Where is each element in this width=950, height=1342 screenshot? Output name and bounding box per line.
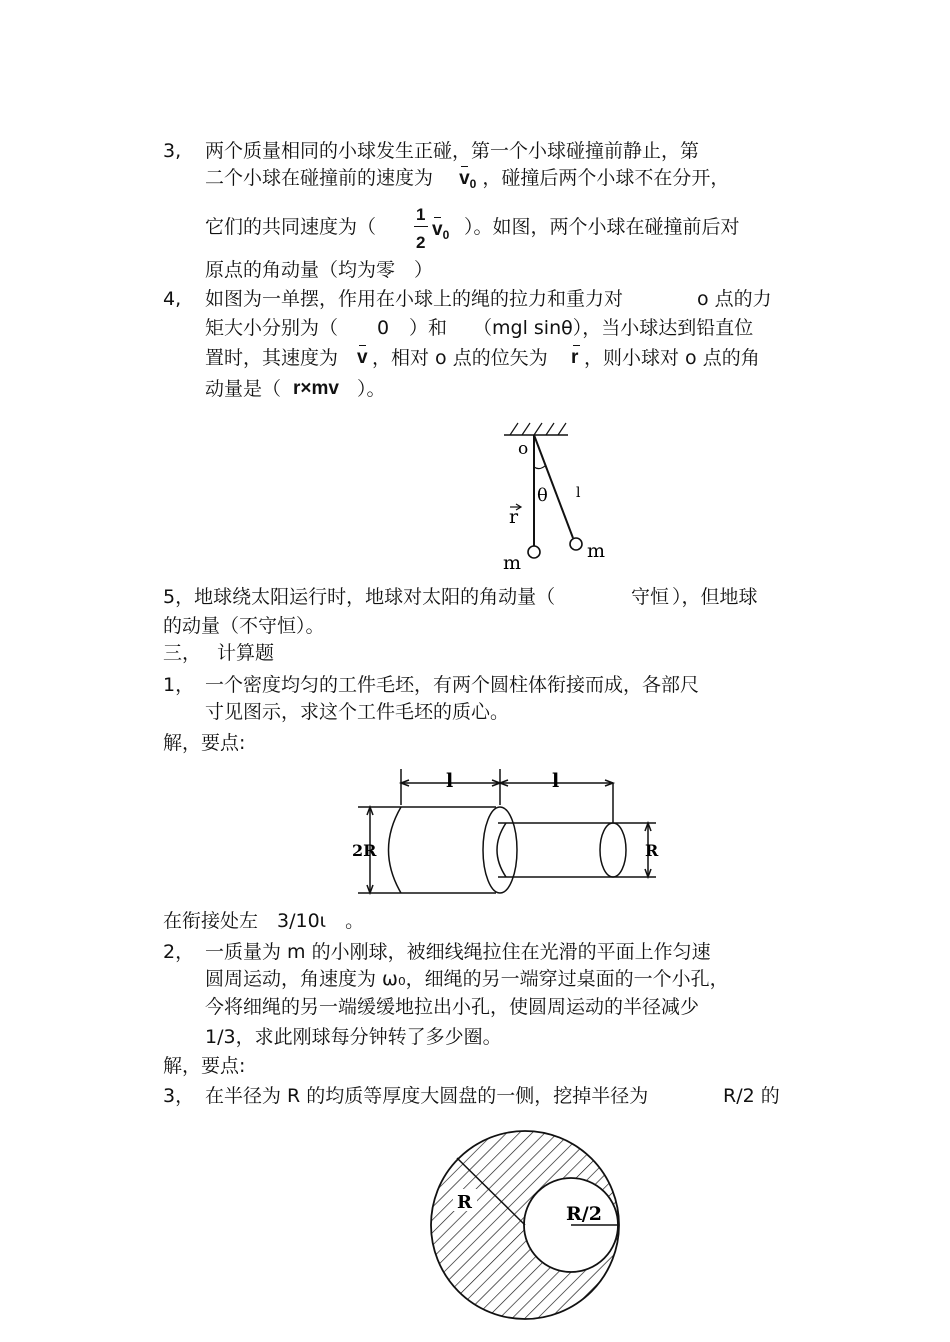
- q4-answer-rxmv: r×mv: [293, 378, 339, 399]
- c1-answer: 在衔接处左 3/10ι 。: [163, 910, 365, 932]
- c2-line1: 一质量为 m 的小刚球，被细线绳拉住在光滑的平面上作匀速: [205, 941, 711, 963]
- fraction-bar: [414, 226, 428, 227]
- small-cylinder-neck: [497, 823, 506, 877]
- frac-denominator: 2: [416, 233, 426, 252]
- section3-number: 三，: [163, 642, 202, 664]
- q4-line4b: ）。: [357, 378, 386, 400]
- q4-line2a: 矩大小分别为（: [205, 317, 339, 339]
- pendulum-diagram: [490, 415, 620, 575]
- frac-numerator: 1: [416, 205, 426, 224]
- label-m2: m: [587, 540, 606, 562]
- c2-line3: 今将细绳的另一端缓缓地拉出小孔，使圆周运动的半径减少: [205, 996, 700, 1018]
- c2-line4: 1/3，求此刚球每分钟转了多少圈。: [205, 1026, 502, 1048]
- v0-symbol-2: $v_0$: [432, 219, 450, 242]
- label-2r: 2R: [352, 841, 377, 860]
- q4-answer-0: 0: [377, 317, 390, 339]
- small-cylinder-right-face: [600, 823, 626, 877]
- label-m1: m: [503, 552, 522, 574]
- q3-line2: [205, 166, 729, 196]
- disk-diagram: [425, 1125, 625, 1340]
- label-r: r: [509, 506, 519, 528]
- c1-line2: 寸见图示，求这个工件毛坯的质心。: [205, 701, 510, 723]
- big-cylinder-right-face: [483, 807, 517, 893]
- q4-line3a: 置时，其速度为: [205, 347, 339, 369]
- q3-line2a: 二个小球在碰撞前的速度为: [205, 167, 434, 189]
- q5-line1a: 5，地球绕太阳运行时，地球对太阳的角动量（: [163, 586, 556, 608]
- q4-line3c: ，则小球对 o 点的角: [584, 347, 760, 369]
- label-R2: R/2: [566, 1203, 602, 1225]
- q5-answer: 守恒: [631, 586, 670, 608]
- q4-answer-mgl: （mgl sinθ），当小球达到铅直位: [473, 317, 754, 339]
- label-o: o: [518, 439, 529, 459]
- q3-line4: 原点的角动量（均为零 ）: [205, 259, 434, 281]
- cylinder-diagram: [348, 765, 668, 903]
- label-l: l: [576, 485, 581, 501]
- label-r: R: [645, 841, 659, 860]
- r-symbol: r: [571, 347, 579, 368]
- q3-line2b: ，碰撞后两个小球不在分开，: [482, 167, 730, 189]
- c3-number: 3，: [163, 1085, 195, 1107]
- q3-number: 3,: [163, 140, 182, 162]
- q5-line2: 的动量（不守恒）。: [163, 615, 325, 637]
- q4-line4a: 动量是（: [205, 378, 282, 400]
- q5-line1b: ），但地球: [672, 586, 758, 608]
- c3-line1a: 在半径为 R 的均质等厚度大圆盘的一侧，挖掉半径为: [205, 1085, 649, 1107]
- label-theta: θ: [537, 485, 548, 506]
- big-cylinder-left-end: [389, 807, 402, 893]
- q3-line3a: 它们的共同速度为（: [205, 216, 377, 238]
- c2-line2: 圆周运动，角速度为 ω₀，细绳的另一端穿过桌面的一个小孔，: [205, 968, 729, 990]
- q3-line1: 两个质量相同的小球发生正碰，第一个小球碰撞前静止，第: [205, 140, 700, 162]
- section3-title: 计算题: [217, 642, 275, 664]
- q4-line2b: ）和: [409, 317, 448, 339]
- q3-line3b: ）。如图，两个小球在碰撞前后对: [464, 216, 740, 238]
- q4-line1a: 如图为一单摆，作用在小球上的绳的拉力和重力对: [205, 288, 624, 310]
- ceiling-hatch: [510, 423, 566, 435]
- c2-number: 2，: [163, 941, 195, 963]
- bob-swung: [570, 538, 582, 550]
- c1-number: 1，: [163, 674, 195, 696]
- v-symbol: v: [357, 347, 368, 368]
- bob-vertical: [528, 546, 540, 558]
- theta-arc: [534, 465, 546, 469]
- label-l2: l: [552, 770, 560, 792]
- c2-solution: 解，要点:: [163, 1055, 246, 1077]
- c3-line1b: R/2 的: [723, 1085, 780, 1107]
- label-R: R: [457, 1192, 472, 1213]
- q4-line3b: ，相对 o 点的位矢为: [372, 347, 548, 369]
- q4-line1b: o 点的力: [697, 288, 772, 310]
- c1-line1: 一个密度均匀的工件毛坯，有两个圆柱体衔接而成，各部尺: [205, 674, 700, 696]
- big-cylinder-edges: [401, 807, 496, 893]
- c1-solution: 解，要点:: [163, 732, 246, 754]
- q4-number: 4,: [163, 288, 182, 310]
- v0-symbol: $v_0$: [459, 168, 477, 191]
- label-l1: l: [446, 770, 454, 792]
